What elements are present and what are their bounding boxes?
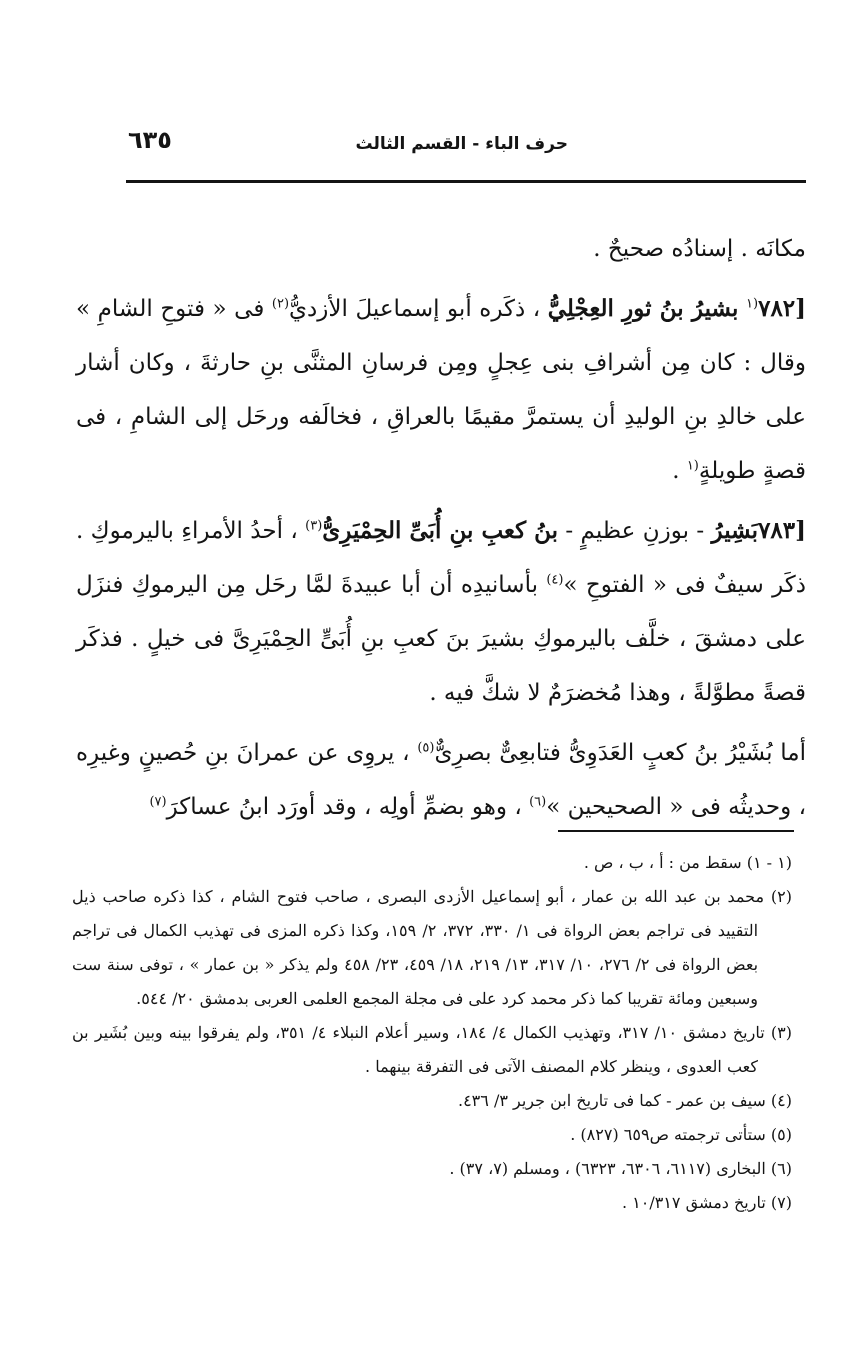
page-number: ٦٣٥: [128, 126, 172, 154]
footnote-text: سيف بن عمر - كما فى تاريخ ابن جرير ٣/ ٤٣٦.: [457, 1091, 766, 1110]
page-header: [126, 118, 804, 174]
footnote-label: (٧): [770, 1193, 792, 1212]
footnote: [72, 1084, 792, 1118]
footnote: [72, 1118, 792, 1152]
footnote-label: (١ - ١): [746, 853, 792, 872]
header-rule: [126, 180, 806, 183]
entry-text: ، يروِى عن عمرانَ بنِ حُصينٍ وغيرِه ، وحديثُه فى « الصحيحين »: [76, 740, 806, 820]
footnote-text: البخارى (٦١١٧، ٦٣٠٦، ٦٣٢٣) ، ومسلم (٧، ٣٧) .: [449, 1159, 766, 1178]
footnote-ref-6: (٦): [529, 794, 547, 810]
footnote-label: (٥): [770, 1125, 792, 1144]
entry-name: بنُ كعبِ بنِ أُبَىِّ الحِمْيَرِىُّ: [322, 517, 559, 544]
entry-783: [76, 504, 806, 720]
entry-text: ، وهو بضمِّ أولِه ، وقد أورَد ابنُ عساكرَ: [166, 794, 522, 820]
footnote: [72, 1152, 792, 1186]
omission-marker-open: (١: [746, 296, 759, 312]
entry-782: [76, 282, 806, 498]
footnote-text: سقط من : أ ، ب ، ص .: [583, 853, 742, 872]
footnotes: [72, 846, 792, 1220]
entry-text: فى « فتوحِ الشامِ » وقال : كان مِن أشرافِ بنى عِجلٍ ومِن فرسانِ المثنَّى بنِ حارثةَ ، وكان أشار على خالدِ بنِ الوليدِ أن يستمرَّ مقيمًا بالعراقِ ، فخالَفه ورحَل إلى الشامِ ، فى قصةٍ طويلةٍ: [76, 296, 806, 484]
entry-text: ، ذكَره أبو إسماعيلَ الأزديُّ: [289, 296, 541, 322]
entry-text: أما بُشَيْرُ بنُ كعبٍ العَدَوِىُّ فتابعِىٌّ بصرِىٌّ: [434, 740, 806, 766]
footnote-ref-3: (٣): [305, 518, 323, 534]
footnote-label: (٢): [770, 887, 793, 906]
paragraph-bushayr: [76, 726, 806, 834]
entry-text: .: [672, 458, 680, 484]
running-title: حرف الباء - القسم الثالث: [355, 134, 568, 154]
footnote-label: (٦): [770, 1159, 792, 1178]
footnote-label: (٣): [770, 1023, 792, 1042]
footnote-text: تاريخ دمشق ١٠/٣١٧ .: [621, 1193, 766, 1212]
entry-text: بأسانيدِه أن أبا عبيدةَ لمَّا رحَل مِن اليرموكِ فنزَل على دمشقَ ، خلَّف باليرموكِ بشيرَ بنَ كعبِ بنِ أُبَىٍّ الحِمْيَرِىَّ فى خيلٍ . فذكَر قصةً مطوَّلةً ، وهذا مُخضرَمٌ لا شكَّ فيه .: [76, 572, 806, 706]
opening-line: مكانَه . إسنادُه صحيحٌ .: [593, 236, 806, 262]
footnote: [72, 1186, 792, 1220]
footnote-ref-2: (٢): [271, 296, 290, 312]
footnote-label: (٤): [770, 1091, 792, 1110]
entry-name: بشيرُ بنُ ثورِ العِجْلِيُّ: [547, 295, 739, 322]
entry-number: [٧٨٣: [758, 517, 807, 544]
footnote-text: تاريخ دمشق ١٠/ ٣١٧، وتهذيب الكمال ٤/ ١٨٤، وسير أعلام النبلاء ٤/ ٣٥١، ولم يفرقوا بينه وبين بُشَير بن كعب العدوى ، وينظر كلام المصنف الآتى فى التفرقة بينهما .: [72, 1023, 765, 1076]
omission-marker-close: (١: [686, 458, 699, 474]
footnote-ref-7: (٧): [149, 794, 167, 810]
footnote-ref-5: (٥): [417, 740, 435, 756]
main-text: [76, 222, 806, 834]
footnote: [72, 846, 792, 880]
footnote: [72, 880, 792, 1016]
entry-number: [٧٨٢: [758, 295, 807, 322]
entry-name: بَشِيرُ: [711, 517, 759, 544]
footnote-separator: [558, 830, 794, 832]
footnote: [72, 1016, 792, 1084]
footnote-ref-4: (٤): [546, 572, 564, 588]
entry-text: - بوزنِ عظيمٍ -: [565, 518, 705, 544]
entry-text: ، أحدُ الأمراءِ باليرموكِ . ذكَر سيفٌ فى « الفتوحِ »: [76, 518, 806, 598]
footnote-text: ستأتى ترجمته ص٦٥٩ (٨٢٧) .: [570, 1125, 766, 1144]
footnote-text: محمد بن عبد الله بن عمار ، أبو إسماعيل الأزدى البصرى ، صاحب فتوح الشام ، كذا ذكره صاحب ذيل التقييد فى تراجم بعض الرواة فى ١/ ٣٣٠، ٣٧٢، ٢/ ١٥٩، وكذا ذكره المزى فى تهذيب الكمال فى تراجم بعض الرواة فى ٢/ ٢٧٦، ١٠/ ٣١٧، ١٣/ ٢١٩، ١٨/ ٤٥٩، ٢٣/ ٤٥٨ ولم يذكر « بن عمار » ، توفى سنة ست وسبعين ومائة تقريبا كما ذكر محمد كرد على فى مجلة المجمع العلمى العربى بدمشق ٢٠/ ٥٤٤.: [72, 887, 765, 1008]
